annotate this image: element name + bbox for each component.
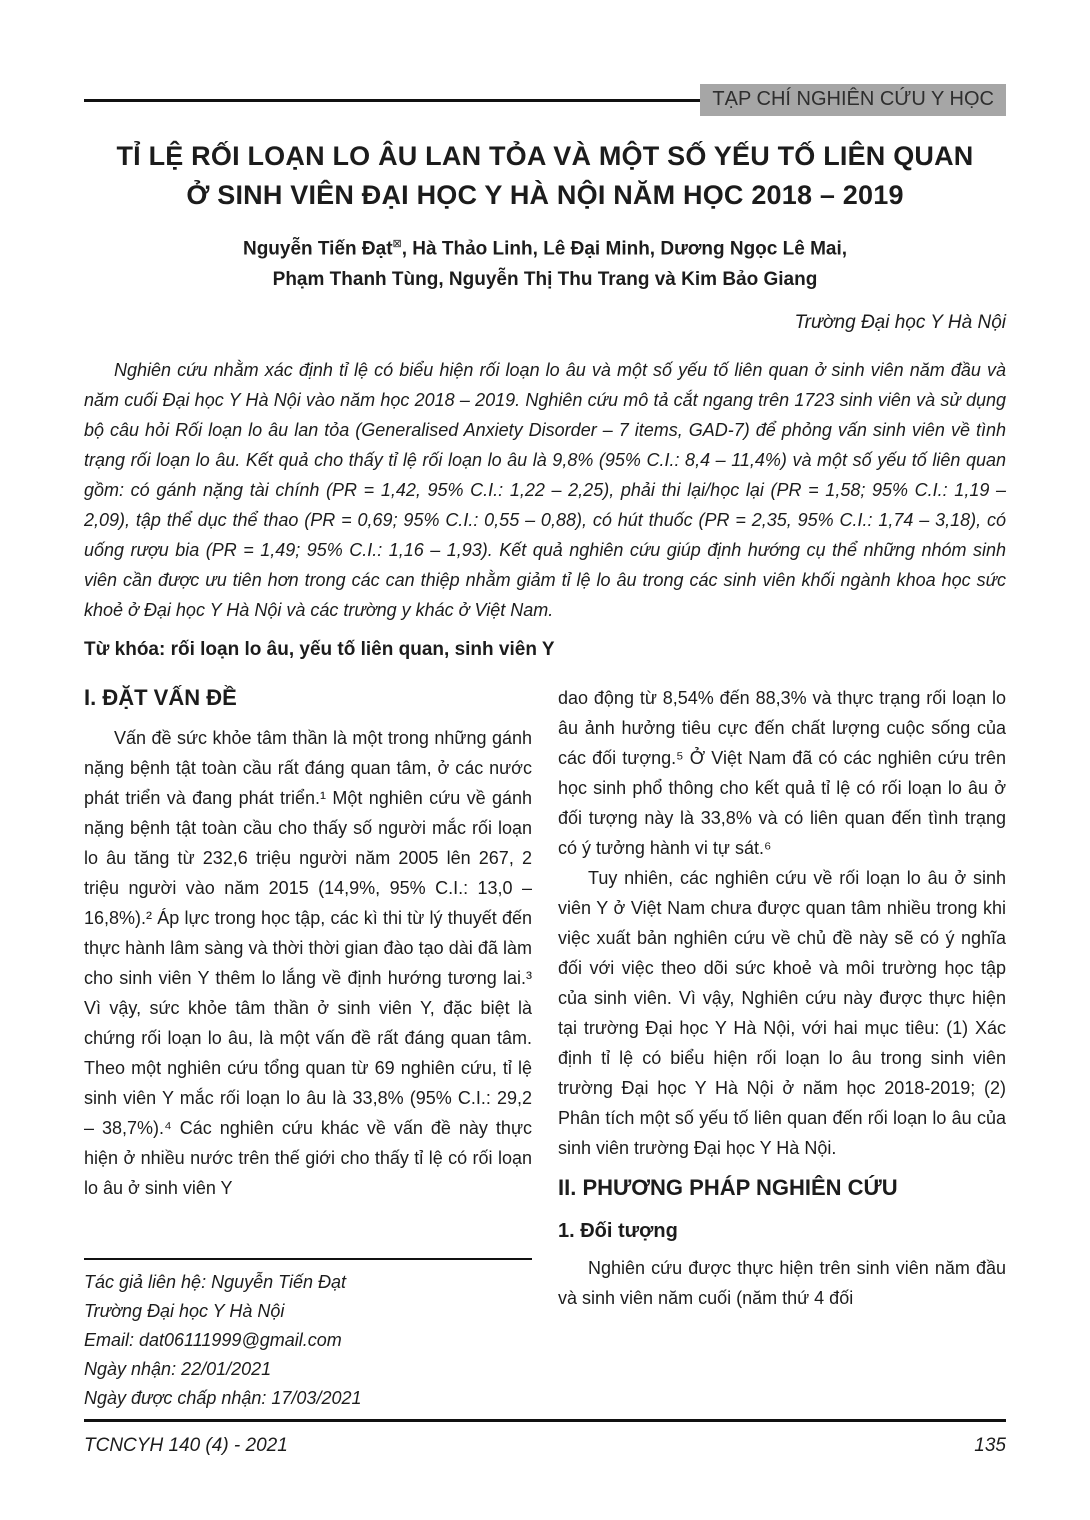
correspondence-footnote — [84, 1258, 532, 1413]
footer-page-number: 135 — [974, 1435, 1006, 1457]
author-corresponding: Nguyễn Tiến Đạt — [242, 238, 393, 260]
abstract-paragraph: Nghiên cứu nhằm xác định tỉ lệ có biểu hiện rối loạn lo âu và một số yếu tố liên quan ở sinh viên năm đầu và năm cuối Đại học Y Hà Nội vào năm học 2018 – 2019. Nghiên cứu mô tả cắt ngang trên 1723 sinh viên và sử dụng bộ câu hỏi Rối loạn lo âu lan tỏa (Generalised Anxiety Disorder – 7 items, GAD-7) để phỏng vấn sinh viên về tình trạng rối loạn lo âu. Kết quả cho thấy tỉ lệ rối loạn lo âu là 9,8% (95% C.I.: 8,4 – 11,4%) và một số yếu tố liên quan gồm: có gánh nặng tài chính (PR = 1,42, 95% C.I.: 1,22 – 2,25), phải thi lại/học lại (PR = 1,58; 95% C.I.: 1,19 – 2,09), tập thể dục thể thao (PR = 0,69; 95% C.I.: 0,55 – 0,88), có hút thuốc (PR = 2,35, 95% C.I.: 1,74 – 3,18), có uống rượu bia (PR = 1,49; 95% C.I.: 1,16 – 1,93). Kết quả nghiên cứu giúp định hướng cụ thể những nhóm sinh viên cần được ưu tiên hơn trong các can thiệp nhằm giảm tỉ lệ lo âu trong các sinh viên khối ngành khoa học sức khoẻ ở Đại học Y Hà Nội và các trường y khác ở Việt Nam. — [84, 360, 1006, 621]
header-rule — [84, 99, 700, 102]
methods-paragraph-1: Nghiên cứu được thực hiện trên sinh viên năm đầu và sinh viên năm cuối (năm thứ 4 đối — [558, 1258, 1006, 1309]
article-title-line2: Ở SINH VIÊN ĐẠI HỌC Y HÀ NỘI NĂM HỌC 2018 – 2019 — [186, 180, 904, 210]
footnote-contact-author: Tác giả liên hệ: Nguyễn Tiến Đạt — [84, 1272, 346, 1293]
intro-paragraph-2: dao động từ 8,54% đến 88,3% và thực trạng rối loạn lo âu ảnh hưởng tiêu cực đến chất lượng cuộc sống của các đối tượng.⁵ Ở Việt Nam đã có các nghiên cứu trên học sinh phổ thông cho kết quả tỉ lệ có rối loạn lo âu ở đối tượng này là 33,8% và có liên quan đến tình trạng có ý tưởng hành vi tự sát.⁶ — [558, 688, 1006, 859]
section-heading-methods: II. PHƯƠNG PHÁP NGHIÊN CỨU — [558, 1175, 898, 1201]
footer-journal-ref: TCNCYH 140 (4) - 2021 — [84, 1435, 288, 1457]
keywords-line: Từ khóa: rối loạn lo âu, yếu tố liên quan, sinh viên Y — [84, 639, 555, 661]
footnote-email: Email: dat06111999@gmail.com — [84, 1330, 342, 1351]
two-column-body — [84, 683, 1006, 1413]
author-line-1 — [84, 229, 1006, 264]
author-line-1-rest: , Hà Thảo Linh, Lê Đại Minh, Dương Ngọc Lê Mai, — [401, 238, 848, 260]
author-line-2: Phạm Thanh Tùng, Nguyễn Thị Thu Trang và Kim Bảo Giang — [272, 269, 818, 291]
journal-banner: TẠP CHÍ NGHIÊN CỨU Y HỌC — [700, 84, 1006, 116]
article-title-line1: TỈ LỆ RỐI LOẠN LO ÂU LAN TỎA VÀ MỘT SỐ YẾU TỐ LIÊN QUAN — [116, 141, 974, 171]
intro-paragraph-1: Vấn đề sức khỏe tâm thần là một trong những gánh nặng bệnh tật toàn cầu rất đáng quan tâm, ở các nước phát triển và đang phát triển.¹ Một nghiên cứu về gánh nặng bệnh tật toàn cầu cho thấy số người mắc rối loạn lo âu tăng từ 232,6 triệu người năm 2005 lên 267, 2 triệu người vào năm 2015 (14,9%, 95% C.I.: 13,0 – 16,8%).² Áp lực trong học tập, các kì thi từ lý thuyết đến thực hành lâm sàng và thời thời gian đào tạo dài đã làm cho sinh viên Y thêm lo lắng về định hướng tương lai.³ Vì vậy, sức khỏe tâm thần ở sinh viên Y, đặc biệt là chứng rối loạn lo âu, là một vấn đề rất đáng quan tâm. Theo một nghiên cứu tổng quan từ 69 nghiên cứu, tỉ lệ sinh viên Y mắc rối loạn lo âu là 33,8% (95% C.I.: 29,2 – 38,7%).⁴ Các nghiên cứu khác về vấn đề này thực hiện ở nhiều nước trên thế giới cho thấy tỉ lệ có rối loạn lo âu ở sinh viên Y — [84, 728, 532, 1199]
left-column — [84, 683, 532, 1413]
footnote-affiliation: Trường Đại học Y Hà Nội — [84, 1301, 285, 1322]
right-column — [558, 683, 1006, 1413]
methods-subheading-subjects: 1. Đối tượng — [558, 1220, 678, 1243]
page-footer — [84, 1422, 1006, 1458]
page-header — [84, 85, 1006, 115]
footnote-received-date: Ngày nhận: 22/01/2021 — [84, 1359, 272, 1380]
author-list — [84, 229, 1006, 295]
article-title — [84, 137, 1006, 215]
section-heading-intro: I. ĐẶT VẤN ĐỀ — [84, 685, 237, 711]
footnote-accepted-date: Ngày được chấp nhận: 17/03/2021 — [84, 1388, 362, 1409]
intro-paragraph-3: Tuy nhiên, các nghiên cứu về rối loạn lo âu ở sinh viên Y ở Việt Nam chưa được quan tâm nhiều trong khi việc xuất bản nghiên cứu về chủ đề này sẽ có ý nghĩa đối với việc theo dõi sức khoẻ và môi trường học tập của sinh viên. Vì vậy, Nghiên cứu này được thực hiện tại trường Đại học Y Hà Nội, với hai mục tiêu: (1) Xác định tỉ lệ có biểu hiện rối loạn lo âu trong sinh viên trường Đại học Y Hà Nội ở năm học 2018-2019; (2) Phân tích một số yếu tố liên quan đến rối loạn lo âu của sinh viên trường Đại học Y Hà Nội. — [558, 868, 1006, 1159]
envelope-icon: ⊠ — [392, 238, 402, 250]
affiliation: Trường Đại học Y Hà Nội — [794, 312, 1006, 334]
